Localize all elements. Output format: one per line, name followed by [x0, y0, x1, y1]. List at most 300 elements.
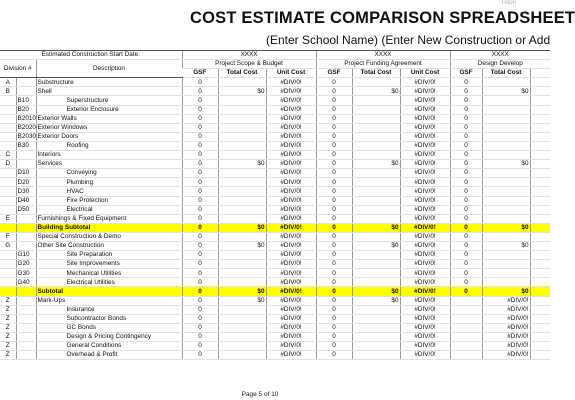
gsf-cell[interactable]: 0 — [182, 96, 218, 105]
gsf-cell[interactable]: 0 — [450, 251, 482, 260]
description-cell: Fire Protection — [36, 196, 182, 205]
gsf-cell[interactable]: 0 — [450, 241, 482, 250]
unit-cost-cell: #DIV/0! — [400, 169, 450, 178]
start-date-value-2[interactable]: XXXX — [316, 51, 450, 60]
gsf-cell[interactable]: 0 — [182, 278, 218, 287]
total-cost-cell[interactable]: #DIV/0! — [482, 351, 530, 360]
total-cost-cell[interactable]: $0 — [218, 241, 266, 250]
gsf-cell[interactable]: 0 — [182, 314, 218, 323]
total-cost-cell[interactable]: $0 — [482, 287, 530, 296]
description-cell: GC Bonds — [36, 323, 182, 332]
unit-cost-cell: #DIV/0! — [266, 123, 316, 132]
total-cost-cell[interactable] — [218, 251, 266, 260]
subdivision-cell: D30 — [16, 187, 36, 196]
cut-off-cell — [530, 169, 550, 178]
total-cost-cell[interactable] — [352, 305, 400, 314]
gsf-cell[interactable]: 0 — [182, 305, 218, 314]
subdivision-cell — [16, 214, 36, 223]
division-cell: E — [0, 214, 16, 223]
total-cost-cell[interactable]: $0 — [352, 223, 400, 232]
total-cost-cell[interactable] — [482, 251, 530, 260]
gsf-cell[interactable]: 0 — [182, 332, 218, 341]
total-cost-cell[interactable]: $0 — [482, 87, 530, 96]
gsf-cell[interactable]: 0 — [316, 123, 352, 132]
gsf-cell[interactable]: 0 — [316, 323, 352, 332]
gsf-cell[interactable]: 0 — [316, 169, 352, 178]
gsf-cell[interactable] — [450, 332, 482, 341]
cut-off-cell — [530, 78, 550, 87]
total-cost-cell[interactable] — [218, 169, 266, 178]
table-row — [0, 141, 550, 150]
table-row — [0, 323, 550, 332]
total-cost-cell[interactable]: $0 — [352, 241, 400, 250]
total-cost-cell[interactable]: #DIV/0! — [482, 323, 530, 332]
division-cell — [0, 132, 16, 141]
gsf-cell[interactable]: 0 — [316, 151, 352, 160]
gsf-cell[interactable]: 0 — [316, 105, 352, 114]
total-cost-cell[interactable]: $0 — [482, 160, 530, 169]
total-cost-cell[interactable] — [218, 151, 266, 160]
total-cost-cell[interactable] — [482, 105, 530, 114]
total-cost-cell[interactable] — [218, 205, 266, 214]
cut-off-cell — [530, 241, 550, 250]
total-cost-cell[interactable] — [482, 196, 530, 205]
total-cost-cell[interactable] — [218, 187, 266, 196]
subdivision-cell: B20 — [16, 105, 36, 114]
total-cost-cell[interactable] — [218, 141, 266, 150]
unit-cost-cell: #DIV/0! — [400, 332, 450, 341]
unit-cost-cell: #DIV/0! — [266, 178, 316, 187]
gsf-cell[interactable]: 0 — [316, 296, 352, 305]
description-cell: Site Improvements — [36, 260, 182, 269]
gsf-cell[interactable]: 0 — [450, 287, 482, 296]
total-cost-cell[interactable] — [352, 269, 400, 278]
total-cost-cell[interactable]: #DIV/0! — [482, 314, 530, 323]
total-cost-cell[interactable] — [218, 132, 266, 141]
division-cell — [0, 96, 16, 105]
gsf-cell[interactable]: 0 — [450, 114, 482, 123]
subdivision-cell — [16, 296, 36, 305]
total-cost-cell[interactable] — [482, 214, 530, 223]
gsf-cell[interactable]: 0 — [316, 223, 352, 232]
division-cell: Z — [0, 323, 16, 332]
gsf-cell[interactable] — [450, 314, 482, 323]
description-cell: Electrical — [36, 205, 182, 214]
subdivision-cell: B2020 — [17, 124, 36, 131]
gsf-cell[interactable]: 0 — [182, 205, 218, 214]
gsf-cell[interactable]: 0 — [450, 205, 482, 214]
total-cost-cell[interactable] — [218, 269, 266, 278]
unit-cost-cell: #DIV/0! — [266, 96, 316, 105]
total-cost-cell[interactable]: $0 — [352, 287, 400, 296]
total-cost-cell[interactable] — [218, 178, 266, 187]
table-row — [0, 78, 550, 87]
gsf-cell[interactable]: 0 — [182, 223, 218, 232]
gsf-cell[interactable]: 0 — [316, 287, 352, 296]
total-cost-cell[interactable] — [352, 169, 400, 178]
unit-cost-cell: #DIV/0! — [266, 223, 316, 232]
gsf-cell[interactable]: 0 — [316, 87, 352, 96]
table-row — [0, 187, 550, 196]
unit-cost-cell: #DIV/0! — [400, 78, 450, 87]
table-row — [0, 241, 550, 250]
total-cost-cell[interactable] — [352, 78, 400, 87]
total-cost-cell[interactable]: $0 — [218, 223, 266, 232]
total-cost-cell[interactable] — [352, 214, 400, 223]
table-row — [0, 251, 550, 260]
gsf-cell[interactable]: 0 — [316, 332, 352, 341]
subdivision-cell — [16, 232, 36, 241]
cut-off-cell — [530, 69, 550, 78]
gsf-cell[interactable]: 0 — [316, 232, 352, 241]
total-cost-cell[interactable] — [352, 123, 400, 132]
gsf-cell[interactable]: 0 — [450, 105, 482, 114]
gsf-cell[interactable]: 0 — [182, 241, 218, 250]
gsf-cell[interactable]: 0 — [450, 123, 482, 132]
gsf-cell[interactable]: 0 — [182, 232, 218, 241]
total-cost-cell[interactable] — [218, 214, 266, 223]
subdivision-cell — [16, 87, 36, 96]
description-cell: Exterior Enclosure — [36, 105, 182, 114]
total-cost-cell[interactable] — [218, 342, 266, 351]
division-cell: A — [0, 78, 16, 87]
gsf-cell[interactable]: 0 — [316, 160, 352, 169]
gsf-cell[interactable]: 0 — [450, 160, 482, 169]
description-cell: Shell — [36, 87, 182, 96]
unit-cost-cell: #DIV/0! — [266, 214, 316, 223]
cut-off-cell — [530, 223, 550, 232]
total-cost-cell[interactable]: $0 — [482, 241, 530, 250]
cut-off-cell — [530, 287, 550, 296]
cut-off-cell — [530, 132, 550, 141]
unit-cost-cell: #DIV/0! — [400, 87, 450, 96]
gsf-cell[interactable]: 0 — [182, 351, 218, 360]
gsf-cell[interactable]: 0 — [182, 287, 218, 296]
gsf-cell[interactable]: 0 — [182, 187, 218, 196]
division-cell — [0, 287, 16, 296]
total-cost-cell[interactable] — [482, 151, 530, 160]
unit-cost-cell: #DIV/0! — [266, 187, 316, 196]
total-cost-cell[interactable] — [482, 141, 530, 150]
total-cost-cell[interactable] — [218, 314, 266, 323]
total-cost-cell[interactable] — [218, 278, 266, 287]
gsf-cell[interactable]: 0 — [450, 232, 482, 241]
table-row — [0, 332, 550, 341]
total-cost-cell[interactable] — [352, 278, 400, 287]
cut-off-cell — [530, 342, 550, 351]
cut-off-cell — [530, 178, 550, 187]
division-cell: Z — [0, 351, 16, 360]
start-date-row — [0, 51, 550, 60]
total-cost-cell[interactable] — [352, 178, 400, 187]
unit-cost-header: Unit Cost — [400, 69, 450, 78]
start-date-value-3[interactable]: XXXX — [450, 51, 550, 60]
gsf-cell[interactable]: 0 — [316, 314, 352, 323]
unit-cost-cell: #DIV/0! — [400, 223, 450, 232]
total-cost-cell[interactable]: $0 — [218, 87, 266, 96]
gsf-cell[interactable]: 0 — [450, 169, 482, 178]
table-row — [0, 214, 550, 223]
total-cost-cell[interactable] — [482, 78, 530, 87]
unit-cost-cell: #DIV/0! — [400, 351, 450, 360]
table-row — [0, 178, 550, 187]
total-cost-cell[interactable] — [352, 260, 400, 269]
subtotal-row — [0, 287, 550, 296]
gsf-cell[interactable]: 0 — [182, 132, 218, 141]
unit-cost-cell: #DIV/0! — [400, 105, 450, 114]
gsf-cell[interactable] — [450, 323, 482, 332]
table-row — [0, 105, 550, 114]
total-cost-cell[interactable] — [352, 132, 400, 141]
unit-cost-cell: #DIV/0! — [266, 269, 316, 278]
gsf-cell[interactable]: 0 — [182, 114, 218, 123]
total-cost-cell[interactable] — [218, 105, 266, 114]
cut-off-cell — [530, 105, 550, 114]
total-cost-cell[interactable] — [482, 205, 530, 214]
gsf-cell[interactable]: 0 — [316, 269, 352, 278]
gsf-cell[interactable]: 0 — [182, 105, 218, 114]
total-cost-cell[interactable] — [218, 114, 266, 123]
gsf-cell[interactable]: 0 — [182, 251, 218, 260]
gsf-cell[interactable]: 0 — [450, 141, 482, 150]
gsf-cell[interactable]: 0 — [316, 260, 352, 269]
gsf-cell[interactable]: 0 — [316, 141, 352, 150]
division-cell — [0, 278, 16, 287]
cut-off-cell — [530, 269, 550, 278]
unit-cost-cell: #DIV/0! — [266, 296, 316, 305]
start-date-value-1[interactable]: XXXX — [182, 51, 316, 60]
page-title: COST ESTIMATE COMPARISON SPREADSHEET — [190, 9, 575, 27]
description-cell: Other Site Construction — [36, 241, 182, 250]
gsf-cell[interactable]: 0 — [182, 78, 218, 87]
gsf-cell[interactable]: 0 — [182, 260, 218, 269]
total-cost-cell[interactable] — [218, 232, 266, 241]
gsf-cell[interactable]: 0 — [316, 342, 352, 351]
gsf-cell[interactable]: 0 — [182, 87, 218, 96]
unit-cost-cell: #DIV/0! — [266, 251, 316, 260]
gsf-cell[interactable]: 0 — [316, 132, 352, 141]
gsf-cell[interactable]: 0 — [316, 305, 352, 314]
gsf-cell[interactable]: 0 — [450, 132, 482, 141]
gsf-cell[interactable]: 0 — [316, 214, 352, 223]
cut-off-cell — [530, 160, 550, 169]
group-header-funding-agreement: Project Funding Agreement — [316, 60, 450, 69]
total-cost-cell[interactable]: $0 — [218, 287, 266, 296]
unit-cost-cell: #DIV/0! — [400, 123, 450, 132]
table-row — [0, 342, 550, 351]
cut-off-cell — [530, 305, 550, 314]
total-cost-cell[interactable] — [352, 96, 400, 105]
subdivision-cell: D50 — [16, 205, 36, 214]
total-cost-cell[interactable] — [352, 251, 400, 260]
unit-cost-cell: #DIV/0! — [266, 260, 316, 269]
total-cost-cell[interactable] — [482, 123, 530, 132]
total-cost-cell[interactable]: #DIV/0! — [482, 305, 530, 314]
total-cost-cell[interactable]: #DIV/0! — [482, 296, 530, 305]
unit-cost-cell: #DIV/0! — [266, 305, 316, 314]
cut-off-cell — [530, 332, 550, 341]
gsf-cell[interactable]: 0 — [316, 196, 352, 205]
subdivision-cell — [16, 151, 36, 160]
description-cell: Exterior Walls — [36, 114, 182, 123]
cut-off-cell — [530, 96, 550, 105]
gsf-cell[interactable]: 0 — [450, 223, 482, 232]
division-cell — [0, 178, 16, 187]
gsf-cell[interactable]: 0 — [450, 187, 482, 196]
description-cell: Plumbing — [36, 178, 182, 187]
unit-cost-cell: #DIV/0! — [400, 314, 450, 323]
gsf-cell[interactable]: 0 — [182, 214, 218, 223]
gsf-cell[interactable]: 0 — [316, 178, 352, 187]
total-cost-cell[interactable] — [218, 78, 266, 87]
cut-off-cell — [530, 323, 550, 332]
total-cost-cell[interactable] — [352, 141, 400, 150]
total-cost-cell[interactable] — [482, 260, 530, 269]
gsf-cell[interactable]: 0 — [450, 260, 482, 269]
gsf-cell[interactable]: 0 — [450, 278, 482, 287]
gsf-cell[interactable]: 0 — [182, 323, 218, 332]
gsf-cell[interactable]: 0 — [450, 214, 482, 223]
gsf-cell[interactable]: 0 — [316, 96, 352, 105]
total-cost-cell[interactable] — [352, 232, 400, 241]
total-cost-cell[interactable] — [218, 323, 266, 332]
total-cost-cell[interactable] — [482, 187, 530, 196]
gsf-cell[interactable] — [450, 351, 482, 360]
unit-cost-cell: #DIV/0! — [266, 132, 316, 141]
gsf-cell[interactable]: 0 — [182, 296, 218, 305]
division-cell — [0, 251, 16, 260]
total-cost-header: Total Cost — [218, 69, 266, 78]
gsf-cell[interactable]: 0 — [182, 151, 218, 160]
total-cost-cell[interactable] — [352, 105, 400, 114]
unit-cost-cell: #DIV/0! — [266, 141, 316, 150]
total-cost-cell[interactable] — [482, 269, 530, 278]
description-cell: Substructure — [36, 78, 182, 87]
gsf-cell[interactable]: 0 — [316, 114, 352, 123]
total-cost-cell[interactable] — [352, 114, 400, 123]
gsf-cell[interactable]: 0 — [316, 78, 352, 87]
description-cell: Building Subtotal — [36, 223, 182, 232]
total-cost-cell[interactable]: $0 — [482, 223, 530, 232]
description-cell: Special Construction & Demo — [36, 232, 182, 241]
total-cost-cell[interactable] — [352, 151, 400, 160]
total-cost-cell[interactable] — [482, 132, 530, 141]
gsf-cell[interactable]: 0 — [316, 205, 352, 214]
gsf-cell[interactable]: 0 — [450, 78, 482, 87]
unit-cost-cell: #DIV/0! — [400, 260, 450, 269]
total-cost-cell[interactable] — [482, 232, 530, 241]
unit-cost-cell: #DIV/0! — [400, 214, 450, 223]
gsf-cell[interactable]: 0 — [450, 96, 482, 105]
gsf-cell[interactable]: 0 — [182, 160, 218, 169]
total-cost-cell[interactable] — [218, 351, 266, 360]
page-corner-label: Triton — [500, 0, 516, 6]
subdivision-cell — [16, 351, 36, 360]
unit-cost-cell: #DIV/0! — [266, 314, 316, 323]
unit-cost-cell: #DIV/0! — [400, 278, 450, 287]
gsf-cell[interactable]: 0 — [316, 241, 352, 250]
gsf-cell[interactable]: 0 — [316, 251, 352, 260]
total-cost-cell[interactable] — [352, 342, 400, 351]
start-date-label: Estimated Construction Start Date: — [0, 51, 182, 60]
gsf-cell[interactable]: 0 — [450, 178, 482, 187]
total-cost-cell[interactable] — [352, 323, 400, 332]
cut-off-cell — [530, 214, 550, 223]
subdivision-cell — [16, 323, 36, 332]
gsf-cell[interactable]: 0 — [182, 169, 218, 178]
table-row — [0, 278, 550, 287]
total-cost-cell[interactable]: $0 — [218, 296, 266, 305]
total-cost-cell[interactable] — [218, 123, 266, 132]
gsf-cell[interactable] — [450, 342, 482, 351]
gsf-cell[interactable]: 0 — [316, 278, 352, 287]
gsf-cell[interactable]: 0 — [450, 269, 482, 278]
total-cost-cell[interactable] — [218, 332, 266, 341]
gsf-cell[interactable] — [450, 296, 482, 305]
gsf-cell[interactable] — [450, 305, 482, 314]
gsf-cell[interactable]: 0 — [182, 178, 218, 187]
unit-cost-cell: #DIV/0! — [400, 251, 450, 260]
description-cell: Exterior Windows — [36, 123, 182, 132]
total-cost-cell[interactable]: #DIV/0! — [482, 342, 530, 351]
description-cell: General Conditions — [36, 342, 182, 351]
subdivision-cell: G20 — [16, 260, 36, 269]
gsf-cell[interactable]: 0 — [182, 141, 218, 150]
total-cost-cell[interactable] — [218, 196, 266, 205]
gsf-cell[interactable]: 0 — [182, 342, 218, 351]
unit-cost-cell: #DIV/0! — [400, 342, 450, 351]
gsf-cell[interactable]: 0 — [450, 151, 482, 160]
cut-off-cell — [530, 187, 550, 196]
total-cost-cell[interactable] — [218, 260, 266, 269]
total-cost-cell[interactable] — [482, 278, 530, 287]
unit-cost-cell: #DIV/0! — [400, 114, 450, 123]
total-cost-cell[interactable] — [482, 169, 530, 178]
gsf-cell[interactable]: 0 — [182, 123, 218, 132]
total-cost-cell[interactable]: $0 — [218, 160, 266, 169]
cut-off-cell — [530, 196, 550, 205]
total-cost-cell[interactable] — [218, 96, 266, 105]
total-cost-cell[interactable] — [352, 332, 400, 341]
division-cell: Z — [0, 305, 16, 314]
gsf-cell[interactable]: 0 — [450, 87, 482, 96]
total-cost-cell[interactable] — [352, 351, 400, 360]
total-cost-cell[interactable]: $0 — [352, 296, 400, 305]
unit-cost-cell: #DIV/0! — [400, 323, 450, 332]
total-cost-cell[interactable] — [352, 196, 400, 205]
total-cost-cell[interactable] — [482, 96, 530, 105]
total-cost-cell[interactable] — [352, 314, 400, 323]
unit-cost-cell: #DIV/0! — [266, 323, 316, 332]
unit-cost-cell: #DIV/0! — [400, 296, 450, 305]
unit-cost-cell: #DIV/0! — [266, 114, 316, 123]
gsf-cell[interactable]: 0 — [182, 269, 218, 278]
total-cost-cell[interactable] — [482, 178, 530, 187]
total-cost-cell[interactable]: $0 — [352, 87, 400, 96]
total-cost-cell[interactable]: $0 — [352, 160, 400, 169]
total-cost-cell[interactable] — [218, 305, 266, 314]
total-cost-cell[interactable] — [352, 205, 400, 214]
table-row — [0, 87, 550, 96]
unit-cost-cell: #DIV/0! — [266, 196, 316, 205]
gsf-cell[interactable]: 0 — [182, 196, 218, 205]
total-cost-cell[interactable] — [352, 187, 400, 196]
total-cost-cell[interactable]: #DIV/0! — [482, 332, 530, 341]
gsf-cell[interactable]: 0 — [316, 187, 352, 196]
gsf-cell[interactable]: 0 — [316, 351, 352, 360]
total-cost-cell[interactable] — [482, 114, 530, 123]
gsf-cell[interactable]: 0 — [450, 196, 482, 205]
